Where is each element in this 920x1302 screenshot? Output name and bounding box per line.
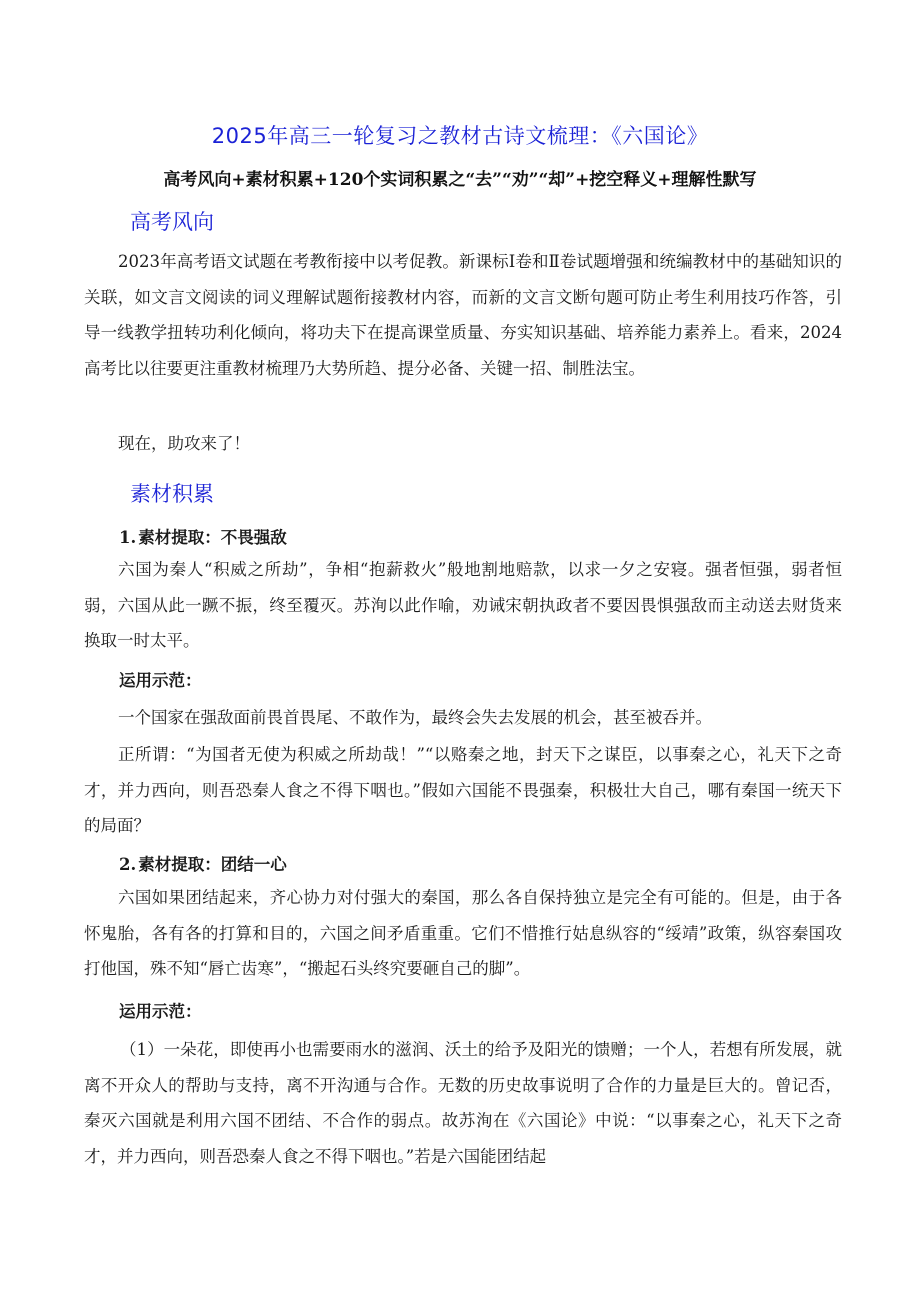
section-heading-trend: 高考风向: [130, 210, 214, 234]
material-item-1-title: [119, 524, 287, 548]
material-item-1-usage-1: 一个国家在强敌面前畏首畏尾、不敢作为，最终会失去发展的机会，甚至被吞并。: [118, 708, 712, 727]
material-item-1-usage-label: 运用示范：: [119, 671, 202, 690]
section-heading-material: 素材积累: [130, 482, 214, 506]
material-item-2-number: 2.: [119, 855, 137, 874]
material-item-2-usage-label: 运用示范：: [119, 1002, 202, 1021]
material-item-2-body: 六国如果团结起来，齐心协力对付强大的秦国，那么各自保持独立是完全有可能的。但是，由于各怀鬼胎，各有各的打算和目的，六国之间矛盾重重。它们不惜推行姑息纵容的“绥靖”政策，纵容秦国攻打他国，殊不知“唇亡齿寒”，“搬起石头终究要砸自己的脚”。: [84, 888, 842, 978]
material-item-1-usage-2: 正所谓：“为国者无使为积威之所劫哉！”“以赂秦之地，封天下之谋臣，以事秦之心，礼天下之奇才，并力西向，则吾恐秦人食之不得下咽也。”假如六国能不畏强秦，积极壮大自己，哪有秦国一统天下的局面？: [84, 745, 842, 835]
document-title: 2025年高三一轮复习之教材古诗文梳理：《六国论》: [211, 124, 709, 148]
material-item-1-number: 1.: [119, 528, 137, 547]
material-item-1-body: 六国为秦人“积威之所劫”，争相“抱薪救火”般地割地赔款，以求一夕之安寝。强者恒强，弱者恒弱，六国从此一蹶不振，终至覆灭。苏洵以此作喻，劝诫宋朝执政者不要因畏惧强敌而主动送去财货来换取一时太平。: [84, 560, 842, 650]
document-subtitle: 高考风向+素材积累+120个实词积累之“去”“劝”“却”+挖空释义+理解性默写: [163, 170, 757, 190]
trend-closing: 现在，助攻来了！: [118, 434, 250, 453]
material-item-1-label: 素材提取：不畏强敌: [138, 528, 287, 547]
material-item-2-title: [119, 851, 287, 875]
trend-paragraph: 2023年高考语文试题在考教衔接中以考促教。新课标Ⅰ卷和Ⅱ卷试题增强和统编教材中的基础知识的关联，如文言文阅读的词义理解试题衔接教材内容，而新的文言文断句题可防止考生利用技巧作答，引导一线教学扭转功利化倾向，将功夫下在提高课堂质量、夯实知识基础、培养能力素养上。看来，2024高考比以往要更注重教材梳理乃大势所趋、提分必备、关键一招、制胜法宝。: [84, 252, 842, 378]
material-item-2-label: 素材提取：团结一心: [138, 855, 287, 874]
material-item-2-usage-1: （1）一朵花，即使再小也需要雨水的滋润、沃土的给予及阳光的馈赠；一个人，若想有所发展，就离不开众人的帮助与支持，离不开沟通与合作。无数的历史故事说明了合作的力量是巨大的。曾记否，秦灭六国就是利用六国不团结、不合作的弱点。故苏洵在《六国论》中说：“以事秦之心，礼天下之奇才，并力西向，则吾恐秦人食之不得下咽也。”若是六国能团结起: [84, 1040, 842, 1166]
